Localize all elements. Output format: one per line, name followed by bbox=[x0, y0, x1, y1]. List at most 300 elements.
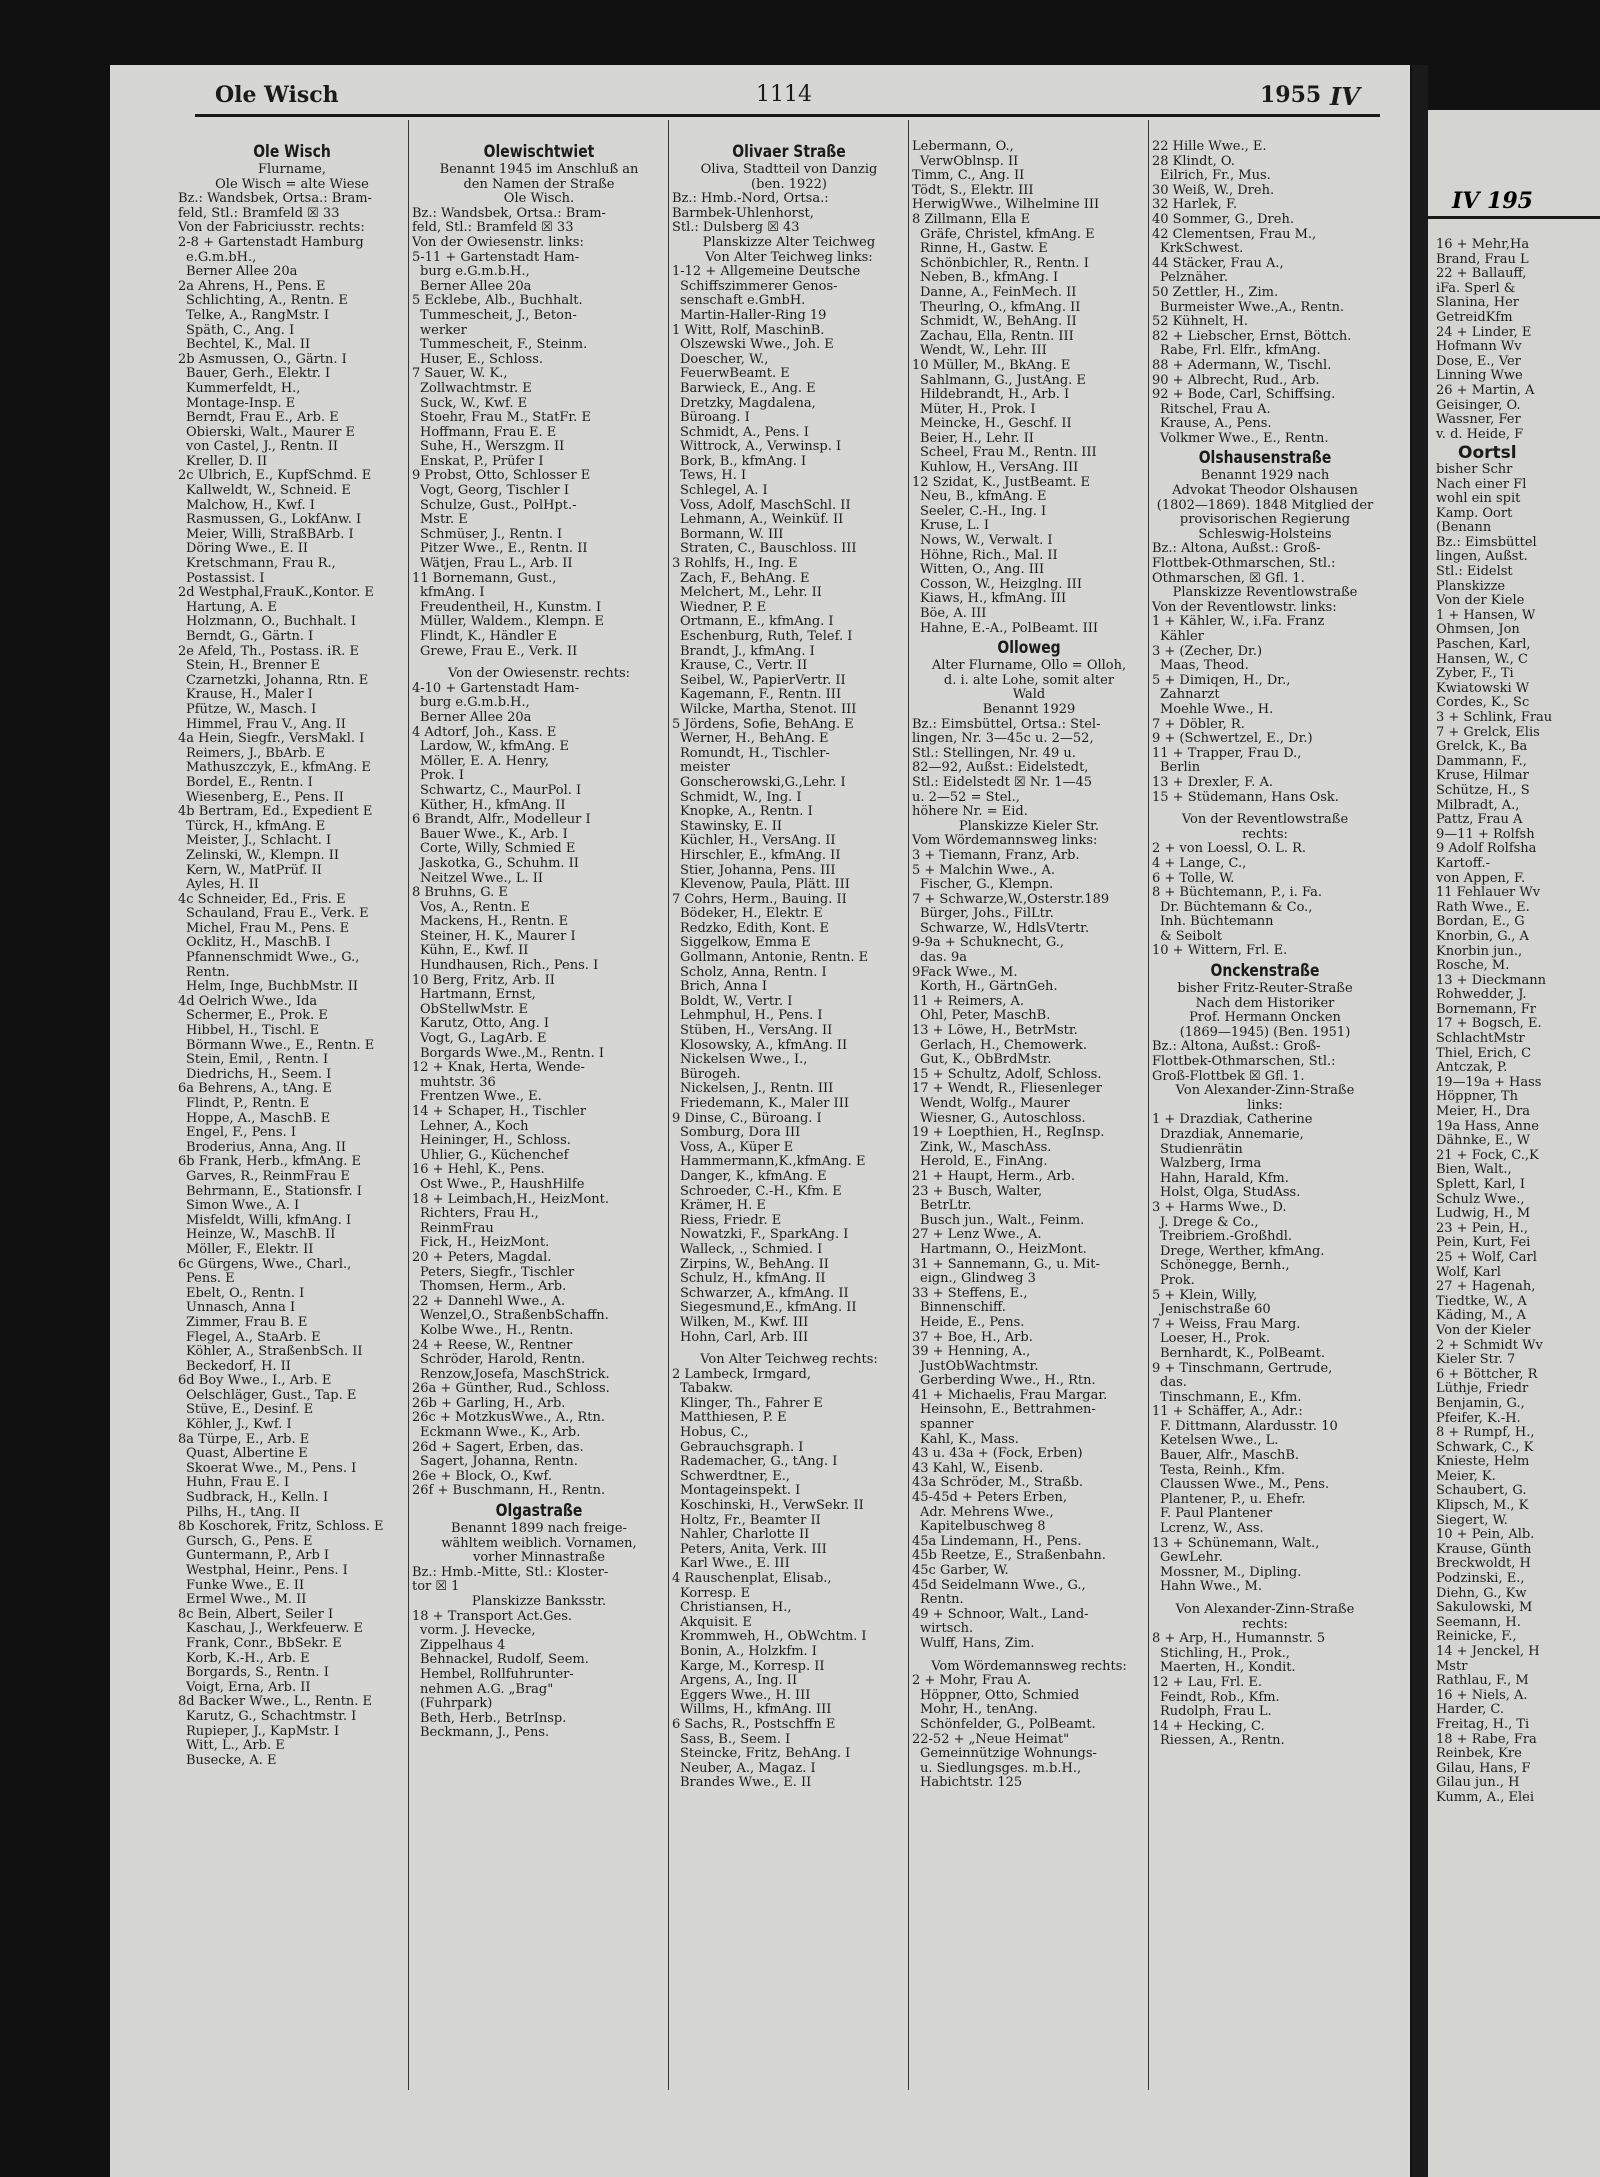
directory-entry: Reinbek, Kre bbox=[1436, 1746, 1522, 1762]
directory-entry: Riessen, A., Rentn. bbox=[1160, 1734, 1285, 1749]
directory-entry: Kwiatowski W bbox=[1436, 680, 1530, 696]
directory-entry: Böe, A. III bbox=[920, 607, 987, 621]
directory-entry: Adr. Mehrens Wwe., bbox=[920, 1505, 1054, 1520]
directory-entry: Werner, H., BehAng. E bbox=[680, 732, 829, 747]
directory-entry: Willms, H., kfmAng. III bbox=[680, 1703, 832, 1718]
directory-entry: Gerberding Wwe., H., Rtn. bbox=[920, 1374, 1096, 1389]
directory-entry: Garves, R., ReinmFrau E bbox=[186, 1169, 350, 1184]
directory-entry: Wätjen, Frau L., Arb. II bbox=[420, 557, 573, 572]
directory-entry: SchlachtMstr bbox=[1436, 1031, 1525, 1047]
directory-entry: Grelck, K., Ba bbox=[1436, 739, 1528, 755]
directory-entry: Vogt, Georg, Tischler I bbox=[420, 484, 570, 499]
directory-entry: 6c Gürgens, Wwe., Charl., bbox=[178, 1257, 352, 1272]
directory-entry: Wenzel,O., StraßenbSchaffn. bbox=[420, 1309, 609, 1324]
directory-entry: 52 Kühnelt, H. bbox=[1152, 315, 1249, 330]
directory-entry: Klevenow, Paula, Plätt. III bbox=[680, 878, 850, 893]
directory-entry: 9 Probst, Otto, Schlosser E bbox=[412, 469, 591, 484]
directory-entry: 5 Ecklebe, Alb., Buchhalt. bbox=[412, 294, 583, 309]
directory-entry: Hartmann, Ernst, bbox=[420, 988, 536, 1003]
street-note: Planskizze Banksstr. bbox=[471, 1595, 607, 1609]
directory-entry: 11 Fehlauer Wv bbox=[1436, 885, 1541, 901]
street-note: Von der Owiesenstr. rechts: bbox=[447, 667, 631, 682]
directory-entry: Pilhs, H., tAng. II bbox=[186, 1505, 300, 1520]
directory-entry: 23 + Pein, H., bbox=[1436, 1220, 1528, 1236]
directory-entry: 15 + Stüdemann, Hans Osk. bbox=[1152, 790, 1339, 805]
directory-entry: 5-11 + Gartenstadt Ham- bbox=[412, 250, 580, 265]
directory-entry: Borgards Wwe.,M., Rentn. I bbox=[420, 1046, 605, 1061]
directory-entry: Testa, Reinh., Kfm. bbox=[1160, 1463, 1286, 1478]
directory-entry: Rudolph, Frau L. bbox=[1160, 1705, 1272, 1720]
directory-entry: 20 + Peters, Magdal. bbox=[412, 1250, 552, 1265]
street-note: rechts: bbox=[1242, 1617, 1288, 1632]
directory-entry: Döring Wwe., E. II bbox=[186, 542, 309, 557]
street-heading: Ole Wisch bbox=[253, 142, 331, 162]
directory-entry: Sakulowski, M bbox=[1436, 1600, 1533, 1616]
directory-entry: Flegel, A., StaArb. E bbox=[186, 1330, 321, 1345]
directory-entry: Neu, B., kfmAng. E bbox=[920, 490, 1047, 505]
directory-column-4 bbox=[912, 140, 1146, 2160]
directory-entry: Lardow, W., kfmAng. E bbox=[420, 740, 569, 755]
directory-entry: burg e.G.m.b.H., bbox=[420, 265, 530, 280]
directory-entry: 26 + Martin, A bbox=[1436, 382, 1535, 398]
directory-entry: Peters, Anita, Verk. III bbox=[680, 1542, 827, 1557]
directory-entry: Uhlier, G., Küchenchef bbox=[420, 1148, 569, 1163]
directory-entry: Herold, E., FinAng. bbox=[920, 1155, 1048, 1170]
directory-entry: Nach einer Fl bbox=[1436, 476, 1527, 492]
directory-entry: eign., Glindweg 3 bbox=[920, 1272, 1036, 1287]
directory-entry: Wittrock, A., Verwinsp. I bbox=[680, 440, 842, 455]
directory-entry: Klosowsky, A., kfmAng. II bbox=[680, 1038, 848, 1053]
street-heading: Olloweg bbox=[997, 638, 1061, 659]
directory-entry: Eggers Wwe., H. III bbox=[680, 1688, 811, 1703]
directory-entry: Mstr bbox=[1436, 1658, 1468, 1674]
directory-entry: Othmarschen, ☒ Gfl. 1. bbox=[1152, 571, 1305, 586]
directory-entry: 45b Reetze, E., Straßenbahn. bbox=[912, 1549, 1106, 1564]
directory-entry: Meincke, H., Geschf. II bbox=[920, 417, 1072, 432]
directory-entry: 45d Seidelmann Wwe., G., bbox=[912, 1578, 1086, 1593]
directory-entry: 50 Zettler, H., Zim. bbox=[1152, 285, 1279, 300]
directory-entry: Bernhardt, K., PolBeamt. bbox=[1160, 1346, 1325, 1361]
spacer bbox=[912, 1652, 1146, 1660]
directory-entry: Bz.: Hmb.-Mitte, Stl.: Kloster- bbox=[412, 1565, 609, 1580]
directory-entry: Kühn, E., Kwf. II bbox=[420, 944, 529, 959]
directory-entry: Eilrich, Fr., Mus. bbox=[1160, 169, 1271, 184]
directory-entry: Bordel, E., Rentn. I bbox=[186, 775, 313, 790]
directory-entry: Milbradt, A., bbox=[1436, 797, 1520, 813]
directory-entry: 88 + Adermann, W., Tischl. bbox=[1152, 358, 1332, 373]
directory-entry: 4 Adtorf, Joh., Kass. E bbox=[412, 725, 557, 740]
directory-entry: Richters, Frau H., bbox=[420, 1207, 539, 1222]
directory-entry: Holtz, Fr., Beamter II bbox=[680, 1513, 821, 1528]
directory-entry: Nickelsen Wwe., I., bbox=[680, 1053, 808, 1068]
directory-entry: Olszewski Wwe., Joh. E bbox=[680, 338, 834, 353]
directory-entry: 13 + Löwe, H., BetrMstr. bbox=[912, 1024, 1078, 1039]
directory-entry: 8 + Rumpf, H., bbox=[1436, 1425, 1535, 1441]
directory-entry: Schulz Wwe., bbox=[1436, 1191, 1525, 1207]
directory-entry: Meier, H., Dra bbox=[1436, 1104, 1531, 1120]
directory-entry: Schönfelder, G., PolBeamt. bbox=[920, 1717, 1096, 1732]
directory-entry: Heinze, W., MaschB. II bbox=[186, 1228, 336, 1243]
directory-entry: Antczak, P. bbox=[1436, 1060, 1508, 1076]
directory-entry: Lebermann, O., bbox=[912, 140, 1014, 154]
directory-entry: 2a Ahrens, H., Pens. E bbox=[178, 279, 326, 294]
directory-entry: Gilau jun., H bbox=[1436, 1775, 1520, 1791]
directory-entry: Kapitelbuschweg 8 bbox=[920, 1520, 1046, 1535]
directory-entry: Vos, A., Rentn. E bbox=[420, 900, 530, 915]
directory-entry: Freudentheil, H., Kunstm. I bbox=[420, 600, 602, 615]
street-note: Planskizze Kieler Str. bbox=[958, 819, 1100, 834]
directory-entry: BetrLtr. bbox=[920, 1199, 972, 1214]
directory-entry: Rupieper, J., KapMstr. I bbox=[186, 1724, 340, 1739]
directory-entry: 11 Bornemann, Gust., bbox=[412, 571, 557, 586]
directory-entry: Heinsohn, E., Bettrahmen- bbox=[920, 1403, 1096, 1418]
directory-entry: 9 Dinse, C., Büroang. I bbox=[672, 1111, 822, 1126]
directory-entry: Stein, H., Brenner E bbox=[186, 659, 321, 674]
directory-entry: Gerlach, H., Chemowerk. bbox=[920, 1038, 1088, 1053]
spacer bbox=[412, 659, 666, 667]
directory-entry: 37 + Boe, H., Arb. bbox=[912, 1330, 1033, 1345]
street-heading: Olewischtwiet bbox=[483, 142, 595, 162]
directory-entry: 21 + Haupt, Herm., Arb. bbox=[912, 1169, 1075, 1184]
directory-entry: Korb, K.-H., Arb. E bbox=[186, 1651, 310, 1666]
directory-entry: e.G.m.bH., bbox=[186, 250, 257, 265]
directory-entry: 90 + Albrecht, Rud., Arb. bbox=[1152, 373, 1320, 388]
directory-entry: Stawinsky, E. II bbox=[680, 819, 782, 834]
directory-entry: 31 + Sannemann, G., u. Mit- bbox=[912, 1257, 1100, 1272]
column-divider bbox=[908, 120, 909, 2090]
directory-entry: J. Drege & Co., bbox=[1160, 1215, 1259, 1230]
directory-entry: Nickelsen, J., Rentn. III bbox=[680, 1082, 834, 1097]
directory-entry: Unnasch, Anna I bbox=[186, 1301, 296, 1316]
street-note: Vom Wördemannsweg rechts: bbox=[931, 1659, 1127, 1674]
street-note: Schleswig-Holsteins bbox=[1198, 527, 1332, 542]
directory-entry: Holst, Olga, StudAss. bbox=[1160, 1186, 1301, 1201]
directory-entry: Enskat, P., Prüfer I bbox=[420, 454, 544, 469]
directory-entry: Schlegel, A. I bbox=[680, 484, 768, 499]
directory-entry: Jaskotka, G., Schuhm. II bbox=[420, 856, 579, 871]
directory-entry: Schwarze, W., HdlsVtertr. bbox=[920, 921, 1090, 936]
directory-entry: Tummescheit, F., Steinm. bbox=[420, 338, 588, 353]
column-divider bbox=[1148, 120, 1149, 2090]
directory-entry: Cordes, K., Sc bbox=[1436, 695, 1530, 711]
directory-entry: Groß-Flottbek ☒ Gfl. 1. bbox=[1152, 1069, 1305, 1084]
directory-entry: Doescher, W., bbox=[680, 352, 769, 367]
directory-entry: Ebelt, O., Rentn. I bbox=[186, 1286, 305, 1301]
directory-entry: Jenischstraße 60 bbox=[1160, 1303, 1271, 1318]
directory-entry: 45c Garber, W. bbox=[912, 1564, 1009, 1578]
directory-entry: Schmüser, J., Rentn. I bbox=[420, 527, 563, 542]
directory-entry: 9-9a + Schuknecht, G., bbox=[912, 936, 1065, 951]
directory-entry: Klinger, Th., Fahrer E bbox=[680, 1396, 823, 1411]
directory-entry: Bz.: Eimsbüttel, Ortsa.: Stel- bbox=[912, 717, 1101, 732]
directory-entry: Matthiesen, P. E bbox=[680, 1411, 787, 1426]
directory-entry: kfmAng. I bbox=[420, 586, 485, 601]
directory-entry: 32 Harlek, F. bbox=[1152, 198, 1238, 213]
directory-entry: Akquisit. E bbox=[680, 1615, 752, 1630]
directory-entry: Hahn Wwe., M. bbox=[1160, 1580, 1262, 1595]
directory-entry: 82—92, Außst.: Eidelstedt, bbox=[912, 761, 1089, 776]
directory-entry: Hahn, Harald, Kfm. bbox=[1160, 1171, 1289, 1186]
street-note: Von der Reventlowstraße bbox=[1181, 813, 1349, 828]
directory-entry: Kagemann, F., Rentn. III bbox=[680, 688, 842, 703]
street-note: links: bbox=[1247, 1098, 1283, 1113]
street-heading: Olivaer Straße bbox=[732, 142, 846, 162]
street-note: d. i. alte Lohe, somit alter bbox=[943, 673, 1115, 688]
directory-entry: 13 + Drexler, F. A. bbox=[1152, 775, 1274, 790]
directory-entry: lingen, Außst. bbox=[1436, 549, 1528, 565]
directory-entry: Nowatzki, F., SparkAng. I bbox=[680, 1228, 849, 1243]
running-head-year: 1955 bbox=[1260, 82, 1322, 108]
directory-entry: Helm, Inge, BuchbMstr. II bbox=[186, 980, 358, 995]
directory-entry: Rademacher, G., tAng. I bbox=[680, 1455, 838, 1470]
directory-entry: 11 + Schäffer, A., Adr.: bbox=[1152, 1405, 1303, 1420]
directory-entry: Loeser, H., Prok. bbox=[1160, 1332, 1271, 1347]
directory-entry: Knieste, Helm bbox=[1436, 1454, 1530, 1470]
directory-entry: 19a Hass, Anne bbox=[1436, 1118, 1539, 1134]
directory-entry: 15 + Schultz, Adolf, Schloss. bbox=[912, 1067, 1102, 1082]
directory-entry: 5 Jördens, Sofie, BehAng. E bbox=[672, 717, 854, 732]
directory-entry: Vom Wördemannsweg links: bbox=[912, 834, 1098, 849]
directory-entry: Timm, C., Ang. II bbox=[912, 169, 1025, 184]
directory-entry: Huser, E., Schloss. bbox=[420, 352, 544, 367]
directory-entry: Tinschmann, E., Kfm. bbox=[1160, 1390, 1302, 1405]
directory-entry: Dretzky, Magdalena, bbox=[680, 396, 816, 411]
directory-entry: Knorbin, G., A bbox=[1436, 928, 1529, 944]
directory-entry: Stein, Emil, , Rentn. I bbox=[186, 1053, 329, 1068]
street-note: provisorischen Regierung bbox=[1179, 513, 1351, 528]
directory-entry: Krämer, H. E bbox=[680, 1199, 766, 1214]
directory-entry: Kieler Str. 7 bbox=[1436, 1352, 1516, 1368]
directory-entry: ReinmFrau bbox=[420, 1221, 494, 1236]
directory-entry: Freitag, H., Ti bbox=[1436, 1716, 1530, 1732]
directory-entry: Zippelhaus 4 bbox=[420, 1638, 506, 1653]
directory-entry: Rentn. bbox=[186, 965, 230, 980]
directory-entry: Heide, E., Pens. bbox=[920, 1315, 1025, 1330]
directory-entry: Seemann, H. bbox=[1436, 1614, 1521, 1630]
directory-entry: 16 + Mehr,Ha bbox=[1436, 237, 1530, 252]
directory-entry: wohl ein spit bbox=[1436, 491, 1521, 507]
directory-entry: Splett, Karl, I bbox=[1436, 1177, 1526, 1192]
directory-entry: Tiedtke, W., A bbox=[1436, 1293, 1527, 1309]
directory-entry: Maerten, H., Kondit. bbox=[1160, 1661, 1296, 1676]
directory-entry: Kamp. Oort bbox=[1436, 505, 1513, 521]
directory-entry: Kolbe Wwe., H., Rentn. bbox=[420, 1323, 574, 1338]
street-note: Ole Wisch. bbox=[503, 192, 575, 207]
directory-entry: 7 Sauer, W. K., bbox=[412, 367, 508, 382]
directory-entry: Wendt, Wolfg., Maurer bbox=[920, 1097, 1070, 1111]
directory-entry: 27 + Hagenah, bbox=[1436, 1279, 1536, 1295]
directory-entry: 12 + Lau, Frl. E. bbox=[1152, 1675, 1262, 1690]
directory-entry: Rentn. bbox=[920, 1593, 964, 1608]
directory-entry: Wilcke, Martha, Stenot. III bbox=[680, 702, 857, 717]
directory-entry: F. Dittmann, Alardusstr. 10 bbox=[1160, 1419, 1338, 1434]
street-note: Von Alexander-Zinn-Straße bbox=[1175, 1603, 1355, 1617]
directory-entry: Möller, E. A. Henry, bbox=[420, 754, 549, 769]
directory-entry: 23 + Busch, Walter, bbox=[912, 1184, 1043, 1199]
directory-entry: GetreidKfm bbox=[1436, 309, 1513, 325]
directory-entry: 26b + Garling, H., Arb. bbox=[412, 1396, 566, 1411]
directory-entry: Bien, Walt., bbox=[1436, 1162, 1512, 1178]
directory-entry: Koschinski, H., VerwSekr. II bbox=[680, 1499, 864, 1514]
directory-entry: 6b Frank, Herb., kfmAng. E bbox=[178, 1155, 362, 1170]
street-note: Nach dem Historiker bbox=[1195, 996, 1335, 1011]
directory-entry: 10 Berg, Fritz, Arb. II bbox=[412, 973, 555, 988]
directory-entry: 45-45d + Peters Erben, bbox=[912, 1491, 1067, 1506]
directory-entry: 13 + Schünemann, Walt., bbox=[1152, 1536, 1320, 1551]
directory-entry: Voss, A., Küper E bbox=[680, 1140, 794, 1155]
directory-entry: werker bbox=[420, 323, 467, 338]
directory-entry: Prok. bbox=[1160, 1273, 1195, 1288]
directory-entry: Zirpins, W., BehAng. II bbox=[680, 1257, 829, 1272]
street-note: Von Alexander-Zinn-Straße bbox=[1175, 1084, 1355, 1099]
directory-entry: 24 + Linder, E bbox=[1436, 324, 1532, 340]
directory-entry: Ohmsen, Jon bbox=[1436, 622, 1520, 638]
directory-entry: Treibriem.-Großhdl. bbox=[1160, 1230, 1293, 1245]
directory-entry: 27 + Lenz Wwe., A. bbox=[912, 1228, 1042, 1243]
directory-entry: Maas, Theod. bbox=[1160, 659, 1249, 674]
directory-entry: Wiesner, G., Autoschloss. bbox=[920, 1111, 1086, 1126]
running-head-street: Ole Wisch bbox=[215, 82, 339, 108]
directory-entry: Kahl, K., Mass. bbox=[920, 1432, 1019, 1447]
directory-entry: 14 + Hecking, C. bbox=[1152, 1719, 1265, 1734]
running-head-district: IV bbox=[1330, 82, 1360, 111]
street-note: Planskizze Reventlowstraße bbox=[1172, 586, 1358, 601]
directory-entry: 3 Rohlfs, H., Ing. E bbox=[672, 557, 798, 572]
directory-entry: Tummescheit, J., Beton- bbox=[420, 308, 577, 323]
directory-entry: Huhn, Frau E. I bbox=[186, 1476, 290, 1491]
directory-entry: Frentzen Wwe., E. bbox=[420, 1090, 542, 1105]
directory-entry: Somburg, Dora III bbox=[680, 1126, 801, 1141]
directory-entry: Dose, E., Ver bbox=[1436, 353, 1521, 369]
directory-entry: Von der Kiele bbox=[1436, 593, 1525, 609]
directory-entry: Ermel Wwe., M. II bbox=[186, 1593, 307, 1608]
directory-entry: Siggelkow, Emma E bbox=[680, 936, 811, 951]
directory-entry: wirtsch. bbox=[920, 1622, 974, 1637]
directory-entry: 7 + Grelck, Elis bbox=[1436, 724, 1540, 740]
directory-entry: 8a Türpe, E., Arb. E bbox=[178, 1432, 310, 1447]
directory-entry: 10 + Pein, Alb. bbox=[1436, 1527, 1535, 1543]
directory-entry: Stl.: Stellingen, Nr. 49 u. bbox=[912, 746, 1076, 761]
directory-entry: Korth, H., GärtnGeh. bbox=[920, 980, 1058, 995]
directory-entry: Dr. Büchtemann & Co., bbox=[1160, 900, 1313, 915]
directory-entry: Gräfe, Christel, kfmAng. E bbox=[920, 227, 1095, 242]
directory-entry: 44 Stäcker, Frau A., bbox=[1152, 256, 1284, 271]
directory-entry: 8 Zillmann, Ella E bbox=[912, 212, 1031, 227]
directory-entry: Schmidt, W., BehAng. II bbox=[920, 315, 1077, 330]
directory-entry: 42 Clementsen, Frau M., bbox=[1152, 227, 1317, 242]
directory-entry: Ortmann, E., kfmAng. I bbox=[680, 615, 834, 630]
directory-entry: Gut, K., ObBrdMstr. bbox=[920, 1053, 1052, 1068]
directory-entry: Hofmann Wv bbox=[1436, 339, 1522, 355]
directory-entry: Heininger, H., Schloss. bbox=[420, 1134, 571, 1149]
street-heading: Olgastraße bbox=[495, 1501, 583, 1522]
directory-entry: Siegert, W. bbox=[1436, 1512, 1508, 1528]
directory-entry: 3 + Harms Wwe., D. bbox=[1152, 1200, 1287, 1215]
directory-entry: Montage-Insp. E bbox=[186, 396, 296, 411]
directory-entry: 6d Boy Wwe., I., Arb. E bbox=[178, 1374, 332, 1389]
directory-entry: Straten, C., Bauschloss. III bbox=[680, 542, 857, 557]
directory-entry: Berndt, G., Gärtn. I bbox=[186, 630, 314, 644]
directory-column-1 bbox=[178, 140, 406, 2160]
directory-entry: 8 + Büchtemann, P., i. Fa. bbox=[1152, 886, 1322, 901]
column-divider bbox=[668, 120, 669, 2090]
directory-entry: Nows, W., Verwalt. I bbox=[920, 534, 1053, 549]
directory-entry: 4c Schneider, Ed., Fris. E bbox=[178, 892, 346, 907]
directory-entry: Neuber, A., Magaz. I bbox=[680, 1761, 816, 1776]
directory-entry: 11 + Trapper, Frau D., bbox=[1152, 746, 1302, 761]
directory-entry: Krause, C., Vertr. II bbox=[680, 659, 808, 674]
directory-entry: Seeler, C.-H., Ing. I bbox=[920, 504, 1047, 519]
directory-entry: 6 + Tolle, W. bbox=[1152, 871, 1235, 886]
directory-entry: Mossner, M., Dipling. bbox=[1160, 1565, 1302, 1580]
directory-entry: 26c + MotzkusWwe., A., Rtn. bbox=[412, 1411, 605, 1426]
directory-entry: Czarnetzki, Johanna, Rtn. E bbox=[186, 673, 369, 688]
directory-entry: 5 + Klein, Willy, bbox=[1152, 1288, 1258, 1303]
directory-entry: Wilken, M., Kwf. III bbox=[680, 1315, 809, 1330]
directory-entry: Zach, F., BehAng. E bbox=[680, 571, 810, 586]
directory-entry: 25 + Wolf, Carl bbox=[1436, 1249, 1537, 1265]
directory-entry: Stier, Johanna, Pens. III bbox=[680, 863, 836, 878]
directory-entry: Ritschel, Frau A. bbox=[1160, 402, 1271, 417]
directory-entry: 3 + Schlink, Frau bbox=[1436, 710, 1553, 725]
directory-entry: Schönbichler, R., Rentn. I bbox=[920, 256, 1089, 271]
directory-entry: lingen, Nr. 3—45c u. 2—52, bbox=[912, 732, 1094, 747]
directory-entry: Christiansen, H., bbox=[680, 1601, 792, 1616]
directory-entry: Bechtel, K., Mal. II bbox=[186, 338, 311, 353]
directory-entry: 11 + Reimers, A. bbox=[912, 994, 1025, 1009]
directory-entry: 8 Bruhns, G. E bbox=[412, 886, 508, 901]
directory-entry: höhere Nr. = Eid. bbox=[912, 805, 1028, 820]
directory-entry: 22-52 + „Neue Heimat" bbox=[912, 1732, 1070, 1747]
directory-entry: 22 Hille Wwe., E. bbox=[1152, 140, 1267, 154]
directory-entry: Thiel, Erich, C bbox=[1436, 1045, 1532, 1061]
directory-entry: Prok. I bbox=[420, 769, 465, 784]
directory-entry: Renzow,Josefa, MaschStrick. bbox=[420, 1367, 610, 1382]
directory-entry: meister bbox=[680, 761, 730, 776]
directory-entry: Flottbek-Othmarschen, Stl.: bbox=[1152, 1055, 1336, 1070]
directory-entry: 7 + Schwarze,W.,Osterstr.189 bbox=[912, 892, 1110, 907]
directory-entry: 1 Witt, Rolf, MaschinB. bbox=[672, 323, 825, 338]
directory-entry: 2 Lambeck, Irmgard, bbox=[672, 1367, 811, 1382]
directory-entry: 19 + Loepthien, H., RegInsp. bbox=[912, 1126, 1105, 1141]
directory-entry: Zink, W., MaschAss. bbox=[920, 1140, 1052, 1155]
directory-entry: Benjamin, G., bbox=[1436, 1395, 1525, 1411]
directory-entry: 6 Sachs, R., Postschffn E bbox=[672, 1717, 836, 1732]
street-note: Benannt 1899 nach freige- bbox=[451, 1522, 627, 1537]
directory-entry: 4d Oelrich Wwe., Ida bbox=[178, 994, 318, 1009]
directory-column-3 bbox=[672, 140, 906, 2160]
directory-entry: Rathlau, F., M bbox=[1436, 1673, 1529, 1689]
directory-entry: Kähler bbox=[1160, 630, 1204, 644]
street-note: Benannt 1929 bbox=[982, 702, 1076, 717]
directory-entry: 9 + Tinschmann, Gertrude, bbox=[1152, 1361, 1333, 1376]
directory-entry: Wulff, Hans, Zim. bbox=[920, 1636, 1035, 1651]
directory-entry: Sagert, Johanna, Rentn. bbox=[420, 1455, 578, 1470]
directory-entry: Schauland, Frau E., Verk. E bbox=[186, 907, 369, 922]
directory-entry: Kruse, Hilmar bbox=[1436, 768, 1529, 784]
header-rule bbox=[195, 114, 1380, 117]
directory-entry: 2c Ulbrich, E., KupfSchmd. E bbox=[178, 469, 372, 484]
directory-entry: Voigt, Erna, Arb. II bbox=[186, 1680, 311, 1695]
directory-entry: u. Siedlungsges. m.b.H., bbox=[920, 1761, 1082, 1776]
directory-entry: Bauer, Gerh., Elektr. I bbox=[186, 367, 331, 382]
directory-entry: 4 Rauschenplat, Elisab., bbox=[672, 1572, 832, 1586]
directory-entry: Moehle Wwe., H. bbox=[1160, 702, 1274, 717]
directory-entry: Zimmer, Frau B. E bbox=[186, 1315, 308, 1330]
directory-entry: Hahne, E.-A., PolBeamt. III bbox=[920, 621, 1099, 636]
directory-entry: Knorbin jun., bbox=[1436, 943, 1523, 959]
directory-entry: Rohwedder, J. bbox=[1436, 987, 1527, 1003]
